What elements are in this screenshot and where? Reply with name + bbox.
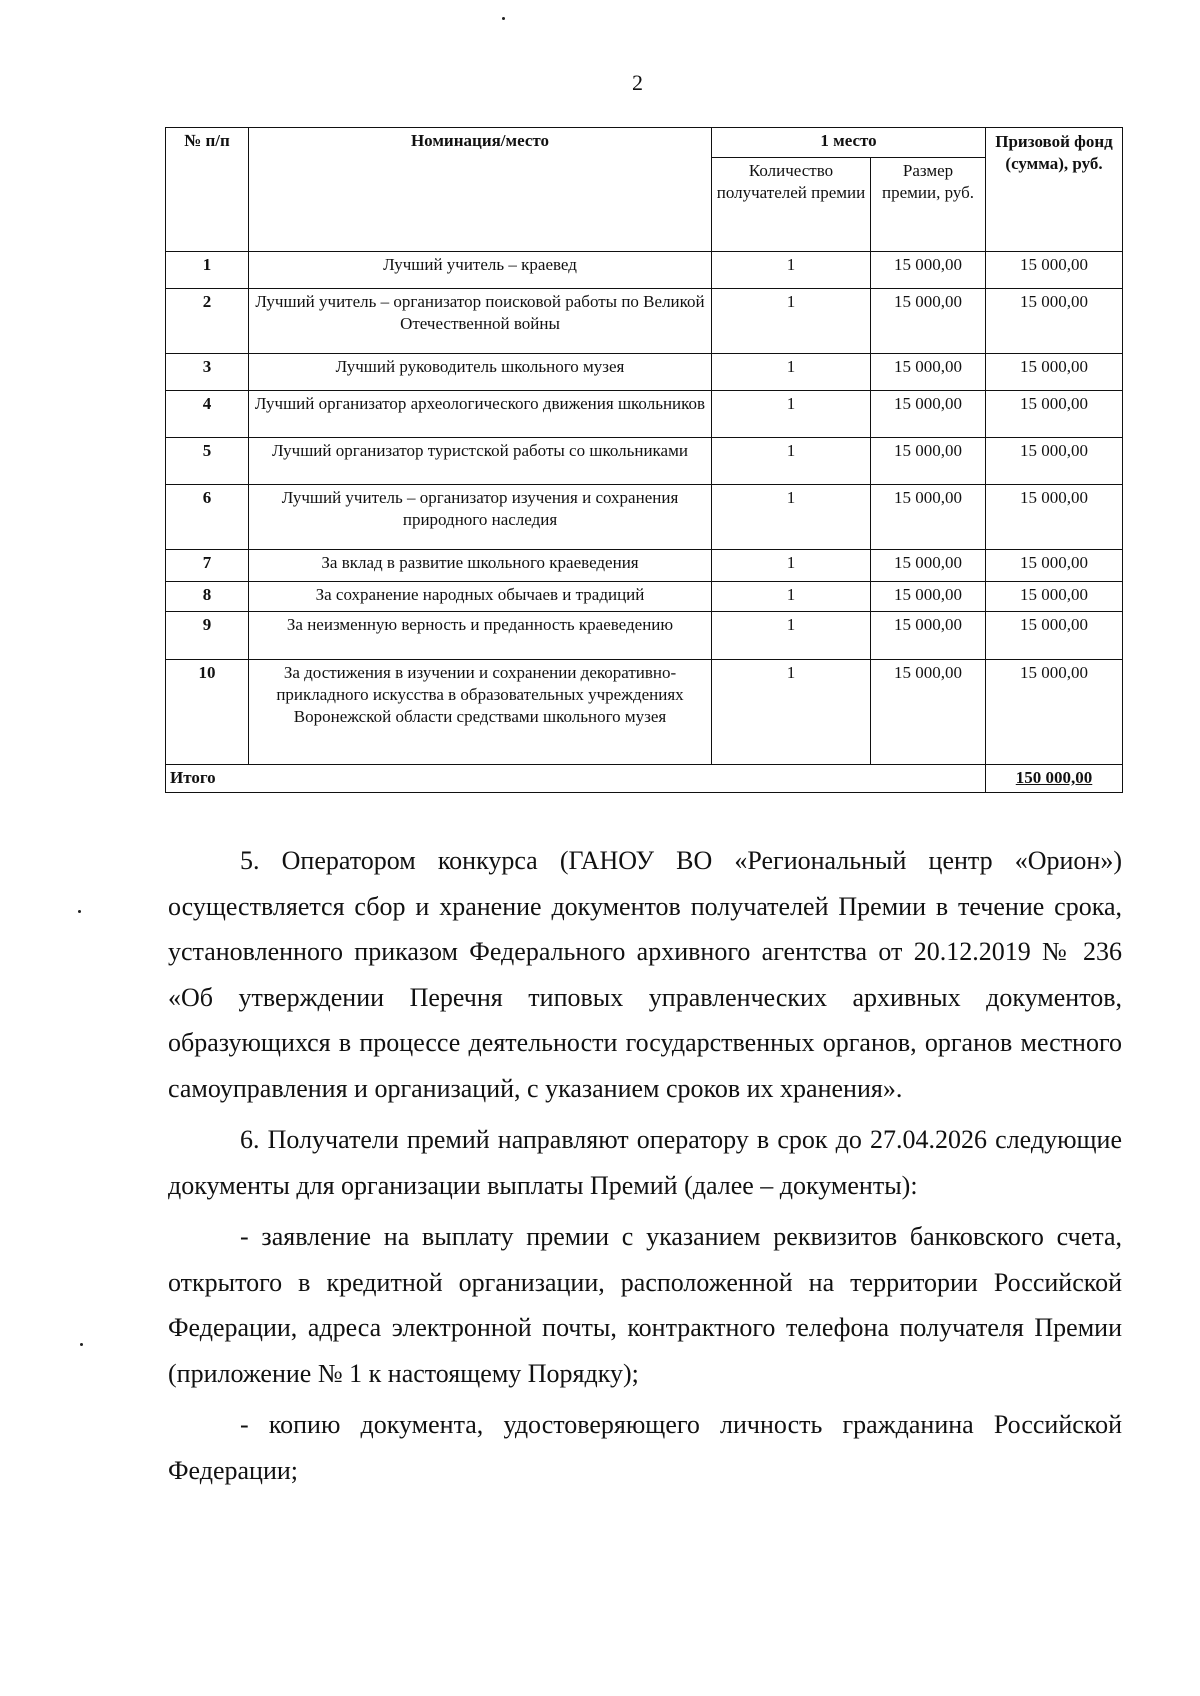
row-count: 1 [712,660,871,765]
row-nomination: Лучший учитель – краевед [249,252,712,289]
row-count: 1 [712,612,871,660]
row-nomination: За достижения в изучении и сохранении декоративно-прикладного искусства в образовательных учреждениях Воронежской области средствами школьного музея [249,660,712,765]
page-number: 2 [632,70,643,95]
row-count: 1 [712,391,871,438]
row-fund: 15 000,00 [986,438,1123,485]
row-index: 4 [166,391,249,438]
header-nomination: Номинация/место [249,128,712,252]
table-row [166,252,1123,289]
row-count: 1 [712,550,871,582]
row-nomination: Лучший учитель – организатор изучения и сохранения природного наследия [249,485,712,550]
row-nomination: Лучший учитель – организатор поисковой работы по Великой Отечественной войны [249,289,712,354]
row-count: 1 [712,289,871,354]
row-amount: 15 000,00 [871,438,986,485]
row-amount: 15 000,00 [871,582,986,612]
awards-table [165,127,1123,793]
row-nomination: За сохранение народных обычаев и традиций [249,582,712,612]
row-amount: 15 000,00 [871,289,986,354]
row-amount: 15 000,00 [871,550,986,582]
row-index: 8 [166,582,249,612]
row-fund: 15 000,00 [986,612,1123,660]
row-index: 5 [166,438,249,485]
row-index: 3 [166,354,249,391]
body-text [168,838,1122,1493]
row-fund: 15 000,00 [986,289,1123,354]
paragraph-6: 6. Получатели премий направляют оператору в срок до 27.04.2026 следующие документы для организации выплаты Премий (далее – документы): [168,1125,1122,1200]
total-value: 150 000,00 [986,765,1123,793]
row-fund: 15 000,00 [986,354,1123,391]
header-prize-fund: Призовой фонд (сумма), руб. [986,128,1123,252]
row-count: 1 [712,438,871,485]
row-index: 7 [166,550,249,582]
row-nomination: За вклад в развитие школьного краеведения [249,550,712,582]
row-fund: 15 000,00 [986,485,1123,550]
row-amount: 15 000,00 [871,660,986,765]
header-first-place: 1 место [712,128,986,158]
table-row [166,550,1123,582]
list-item: - копию документа, удостоверяющего личность гражданина Российской Федерации; [168,1410,1122,1485]
row-fund: 15 000,00 [986,391,1123,438]
row-amount: 15 000,00 [871,485,986,550]
total-label: Итого [166,765,986,793]
table-header-row [166,128,1123,158]
header-prize-amount: Размер премии, руб. [871,158,986,252]
row-count: 1 [712,354,871,391]
row-amount: 15 000,00 [871,252,986,289]
row-fund: 15 000,00 [986,660,1123,765]
row-index: 9 [166,612,249,660]
row-fund: 15 000,00 [986,252,1123,289]
row-nomination: Лучший руководитель школьного музея [249,354,712,391]
row-fund: 15 000,00 [986,582,1123,612]
row-index: 1 [166,252,249,289]
table-total-row [166,765,1123,793]
list-item: - заявление на выплату премии с указанием реквизитов банковского счета, открытого в кредитной организации, расположенной на территории Российской Федерации, адреса электронной почты, контрактного телефона получателя Премии (приложение № 1 к настоящему Порядку); [168,1222,1122,1388]
row-nomination: За неизменную верность и преданность краеведению [249,612,712,660]
table-row [166,612,1123,660]
table-row [166,485,1123,550]
table-row [166,289,1123,354]
header-index: № п/п [166,128,249,252]
table-row [166,354,1123,391]
row-amount: 15 000,00 [871,354,986,391]
scan-speck [78,910,81,913]
row-index: 10 [166,660,249,765]
row-amount: 15 000,00 [871,612,986,660]
row-nomination: Лучший организатор туристской работы со школьниками [249,438,712,485]
row-nomination: Лучший организатор археологического движения школьников [249,391,712,438]
row-amount: 15 000,00 [871,391,986,438]
table-row [166,391,1123,438]
table-row [166,582,1123,612]
row-fund: 15 000,00 [986,550,1123,582]
scan-speck [502,17,505,20]
row-index: 6 [166,485,249,550]
row-index: 2 [166,289,249,354]
row-count: 1 [712,252,871,289]
table-row [166,438,1123,485]
scan-speck [80,1343,83,1346]
row-count: 1 [712,582,871,612]
header-recipients-count: Количество получателей премии [712,158,871,252]
paragraph-5: 5. Оператором конкурса (ГАНОУ ВО «Региональный центр «Орион») осуществляется сбор и хранение документов получателей Премии в течение срока, установленного приказом Федерального архивного агентства от 20.12.2019 № 236 «Об утверждении Перечня типовых управленческих архивных документов, образующихся в процессе деятельности государственных органов, органов местного самоуправления и организаций, с указанием сроков их хранения». [168,846,1122,1103]
row-count: 1 [712,485,871,550]
table-row [166,660,1123,765]
